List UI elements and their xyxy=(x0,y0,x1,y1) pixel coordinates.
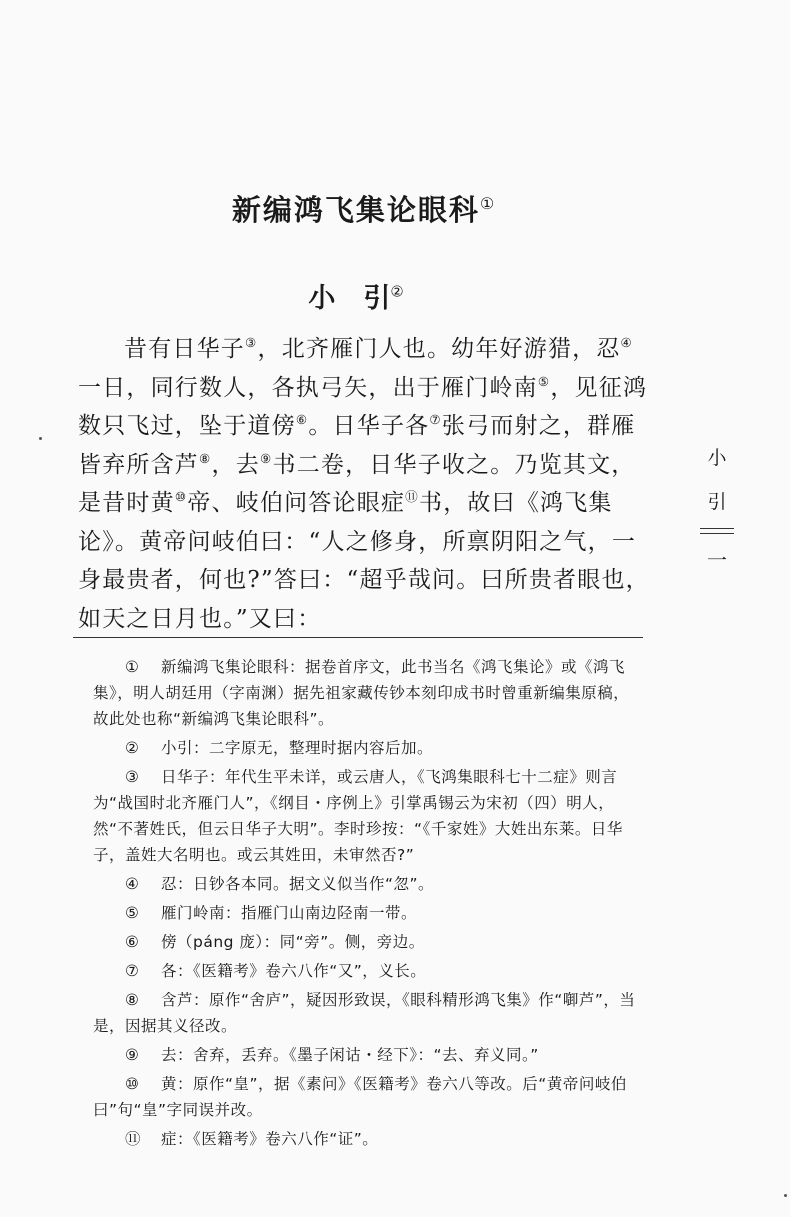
footnote-item: ③ 日华子：年代生平未详，或云唐人，《飞鸿集眼科七十二症》则言为“战国时北齐雁门人”，《纲目・序例上》引掌禹锡云为宋初（四）明人，然“不著姓氏，但云日华子大明”。李时珍按：“《千家姓》大姓出东莱。日华子，盖姓大名明也。或云其姓田，未审然否?” xyxy=(93,768,623,864)
main-text xyxy=(78,330,652,638)
footnote-item: ⑧ 含芦：原作“舍庐”，疑因形致误，《眼科精形鸿飞集》作“啣芦”，当是，因据其义径改。 xyxy=(93,991,636,1035)
footnote-item: ⑨ 去：舍弃，丢弃。《墨子闲诂・经下》：“去、弃义同。” xyxy=(125,1046,539,1064)
side-title-char: 小 xyxy=(707,447,727,469)
side-divider xyxy=(700,528,734,538)
footnote-mark: ⑧ xyxy=(199,450,212,466)
paragraph: 昔有日华子③，北齐雁门人也。幼年好游猎，忍④一日，同行数人，各执弓矢，出于雁门岭南⑤，见征鸿数只飞过，坠于道傍⑥。日华子各⑦张弓而射之，群雁皆弃所含芦⑧，去⑨书二卷，日华子收之。乃览其文，是昔时黄⑩帝、岐伯问答论眼症⑪书，故曰《鸿飞集论》。黄帝问岐伯曰：“人之修身，所禀阴阳之气，一身最贵者，何也?”答曰：“超乎哉问。曰所贵者眼也，如天之日月也。”又曰： xyxy=(78,335,650,632)
footnote-item: ④ 忍：日钞各本同。据文义似当作“忽”。 xyxy=(125,875,435,893)
scan-speck xyxy=(784,1194,787,1197)
footnote-item: ① 新编鸿飞集论眼科：据卷首序文，此书当名《鸿飞集论》或《鸿飞集》，明人胡廷用（字南渊）据先祖家藏传钞本刻印成书时曾重新编集原稿，故此处也称“新编鸿飞集论眼科”。 xyxy=(93,658,630,728)
footnote-mark: ② xyxy=(390,282,404,301)
footnote-mark: ③ xyxy=(245,335,258,351)
footnote-mark: ⑦ xyxy=(429,412,442,428)
footnote-item: ⑤ 雁门岭南：指雁门山南边陉南一带。 xyxy=(125,904,418,922)
side-title-char: 引 xyxy=(707,491,727,513)
footnote-item: ⑪ 症：《医籍考》卷六八作“证”。 xyxy=(125,1130,379,1148)
footnote-mark: ⑥ xyxy=(295,412,309,428)
footnote-mark: ④ xyxy=(620,335,634,351)
footnote-divider xyxy=(73,637,643,638)
running-header xyxy=(700,436,734,572)
footnote-item: ⑦ 各：《医籍考》卷六八作“又”，义长。 xyxy=(125,962,427,980)
scan-speck xyxy=(39,437,42,440)
footnote-mark: ① xyxy=(479,193,497,213)
footnote-mark: ⑪ xyxy=(405,489,420,505)
footnote-mark: ⑤ xyxy=(537,373,551,389)
footnote-mark: ⑩ xyxy=(174,489,188,505)
footnote-item: ⑩ 黄：原作“皇”，据《素问》《医籍考》卷六八等改。后“黄帝问岐伯曰”句“皇”字同误并改。 xyxy=(93,1075,627,1119)
page-title: 新编鸿飞集论眼科① xyxy=(231,193,497,227)
footnote-item: ⑥ 傍（páng 庞）：同“旁”。侧，旁边。 xyxy=(125,933,425,951)
page-number: 一 xyxy=(707,548,727,572)
footnote-item: ② 小引：二字原无，整理时据内容后加。 xyxy=(125,739,434,757)
footnotes xyxy=(93,654,645,1155)
footnote-mark: ⑨ xyxy=(259,450,273,466)
section-title: 小 引② xyxy=(308,282,404,314)
